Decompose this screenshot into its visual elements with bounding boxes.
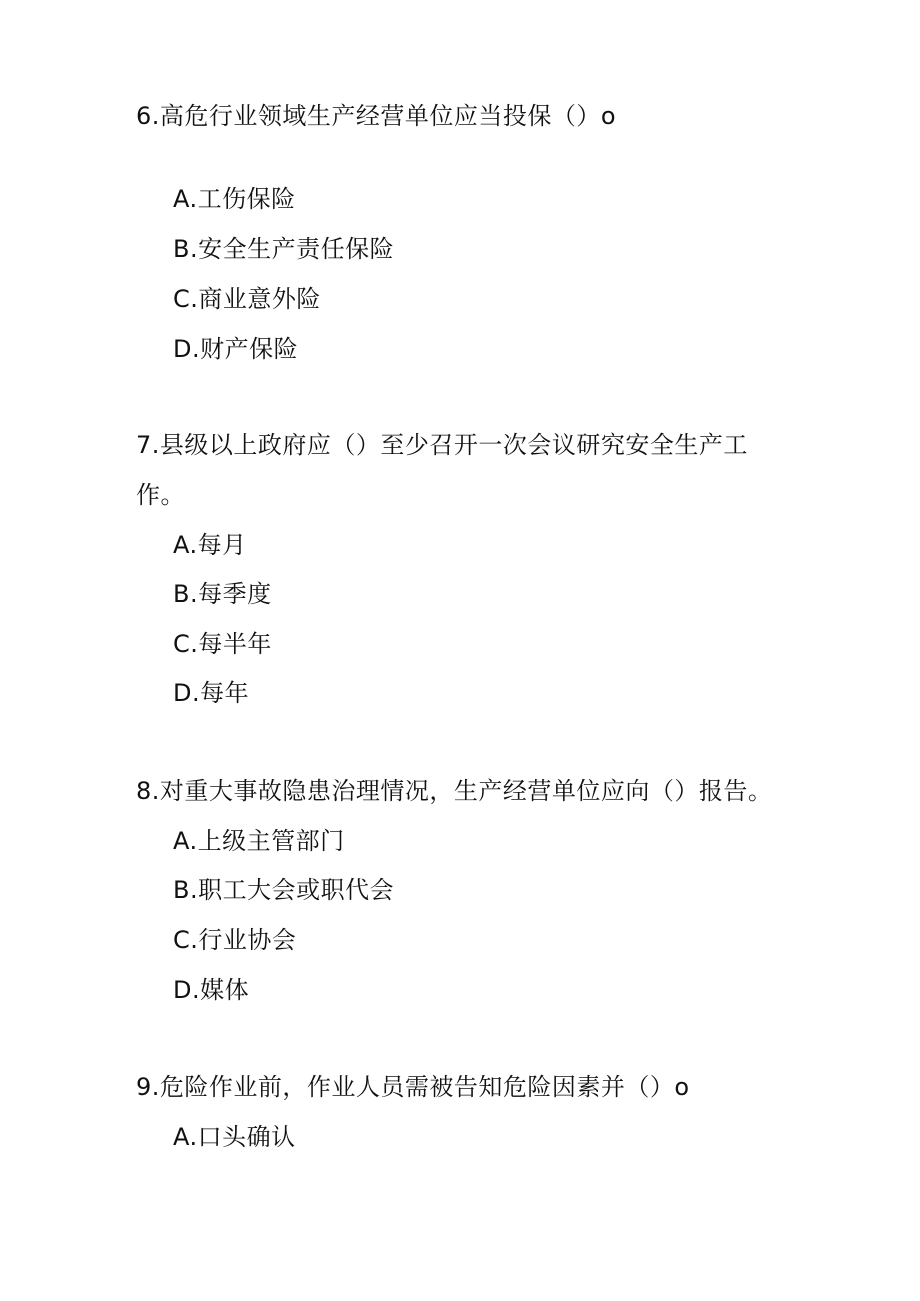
option-a: A.上级主管部门 <box>173 827 345 855</box>
question-stem: 6.高危行业领域生产经营单位应当投保（）o <box>136 102 617 130</box>
option-d: D.每年 <box>173 679 250 707</box>
option-d: D.媒体 <box>173 976 250 1004</box>
option-b: B.每季度 <box>173 580 272 608</box>
option-c: C.商业意外险 <box>173 285 321 313</box>
question-stem: 7.县级以上政府应（）至少召开一次会议研究安全生产工 <box>136 431 748 459</box>
option-b: B.安全生产责任保险 <box>173 235 395 263</box>
option-c: C.行业协会 <box>173 926 297 954</box>
option-a: A.口头确认 <box>173 1123 296 1151</box>
option-a: A.每月 <box>173 531 247 559</box>
option-b: B.职工大会或职代会 <box>173 876 395 904</box>
option-c: C.每半年 <box>173 630 272 658</box>
option-a: A.工伤保险 <box>173 185 296 213</box>
question-stem: 8.对重大事故隐患治理情况，生产经营单位应向（）报告。 <box>136 777 773 805</box>
option-d: D.财产保险 <box>173 335 299 363</box>
question-stem-continued: 作。 <box>136 481 185 509</box>
question-stem: 9.危险作业前，作业人员需被告知危险因素并（）o <box>136 1073 690 1101</box>
